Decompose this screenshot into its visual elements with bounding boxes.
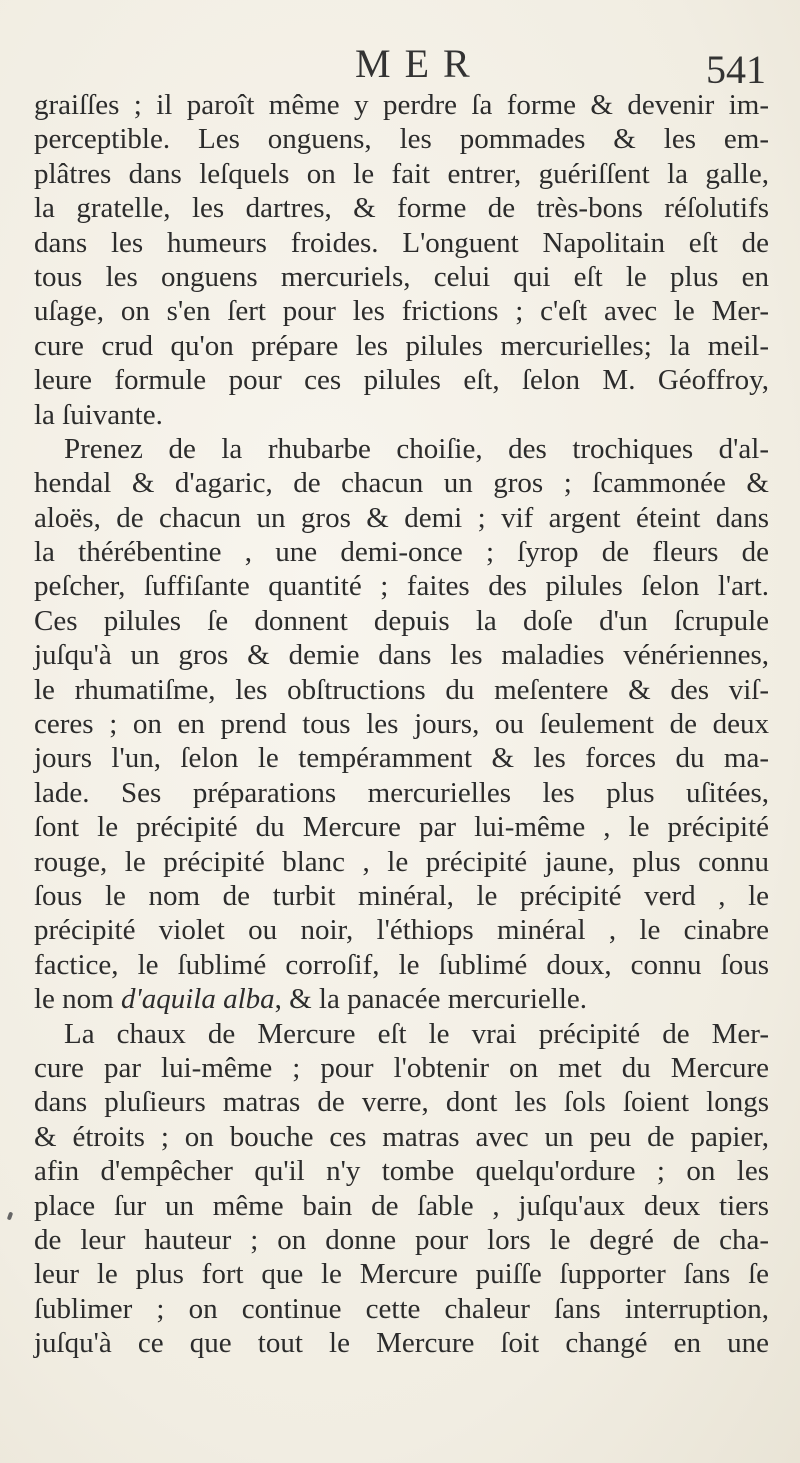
text-line: place ſur un même bain de ſable , juſqu'aux deux tiers	[34, 1189, 769, 1222]
text-line-last	[34, 982, 769, 1016]
text-line: dans les humeurs froides. L'onguent Napolitain eſt de	[34, 226, 769, 259]
text-line: graiſſes ; il paroît même y perdre ſa forme & devenir im-	[34, 89, 769, 121]
text-line: dans pluſieurs matras de verre, dont les ſols ſoient longs	[34, 1086, 769, 1119]
text-line: ſous le nom de turbit minéral, le précipité verd , le	[34, 879, 769, 912]
text-line: leure formule pour ces pilules eſt, ſelon M. Géoffroy,	[34, 364, 769, 397]
text-line: cure crud qu'on prépare les pilules mercurielles; la meil-	[34, 329, 769, 362]
text-fragment: le nom	[34, 983, 121, 1016]
body-text	[34, 88, 769, 1360]
text-line: lade. Ses préparations mercurielles les plus uſitées,	[34, 776, 769, 809]
text-line: factice, le ſublimé corroſif, le ſublimé doux, connu ſous	[34, 948, 769, 981]
text-line: leur le plus fort que le Mercure puiſſe ſupporter ſans ſe	[34, 1258, 769, 1291]
text-line: peſcher, ſuffiſante quantité ; faites des pilules ſelon l'art.	[34, 570, 769, 603]
text-line: Prenez de la rhubarbe choiſie, des trochiques d'al-	[64, 432, 769, 465]
text-line: la thérébentine , une demi-once ; ſyrop de fleurs de	[34, 536, 769, 569]
paragraph-1	[34, 88, 769, 432]
text-line: afin d'empêcher qu'il n'y tombe quelqu'ordure ; on les	[34, 1155, 769, 1188]
text-line: perceptible. Les onguens, les pommades & les em-	[34, 123, 769, 156]
text-line: tous les onguens mercuriels, celui qui eſt le plus en	[34, 260, 769, 293]
text-line: la ſuivante.	[34, 398, 163, 431]
text-line: jours l'un, ſelon le tempéramment & les forces du ma-	[34, 742, 769, 775]
text-fragment: , & la panacée mercurielle.	[274, 983, 587, 1016]
text-line: juſqu'à ce que tout le Mercure ſoit changé en une	[34, 1327, 769, 1360]
text-line: la gratelle, les dartres, & forme de très-bons réſolutifs	[34, 192, 769, 225]
paragraph-2	[34, 432, 769, 1017]
ink-speck	[7, 1212, 13, 1221]
paragraph-3	[34, 1017, 769, 1361]
text-line: juſqu'à un gros & demie dans les maladies vénériennes,	[34, 639, 769, 672]
italic-term: d'aquila alba	[121, 983, 275, 1016]
text-line: plâtres dans leſquels on le fait entrer, guériſſent la galle,	[34, 157, 769, 190]
running-head: MER	[355, 41, 484, 86]
text-line: cure par lui-même ; pour l'obtenir on met du Mercure	[34, 1051, 769, 1084]
text-line: & étroits ; on bouche ces matras avec un peu de papier,	[34, 1120, 769, 1153]
text-line: rouge, le précipité blanc , le précipité jaune, plus connu	[34, 845, 769, 878]
text-line: de leur hauteur ; on donne pour lors le degré de cha-	[34, 1223, 769, 1256]
text-line: ſublimer ; on continue cette chaleur ſans interruption,	[34, 1292, 769, 1325]
text-line: aloës, de chacun un gros & demi ; vif argent éteint dans	[34, 501, 769, 534]
text-line: uſage, on s'en ſert pour les frictions ; c'eſt avec le Mer-	[34, 295, 769, 328]
text-line: Ces pilules ſe donnent depuis la doſe d'un ſcrupule	[34, 604, 769, 637]
text-line: précipité violet ou noir, l'éthiops minéral , le cinabre	[34, 914, 769, 947]
text-line: La chaux de Mercure eſt le vrai précipité de Mer-	[64, 1017, 769, 1050]
text-line: le rhumatiſme, les obſtructions du meſentere & des viſ-	[34, 673, 769, 706]
text-line: ſont le précipité du Mercure par lui-même , le précipité	[34, 811, 769, 844]
page-number: 541	[706, 47, 766, 92]
text-line: hendal & d'agaric, de chacun un gros ; ſcammonée &	[34, 467, 769, 500]
text-line: ceres ; on en prend tous les jours, ou ſeulement de deux	[34, 708, 769, 741]
